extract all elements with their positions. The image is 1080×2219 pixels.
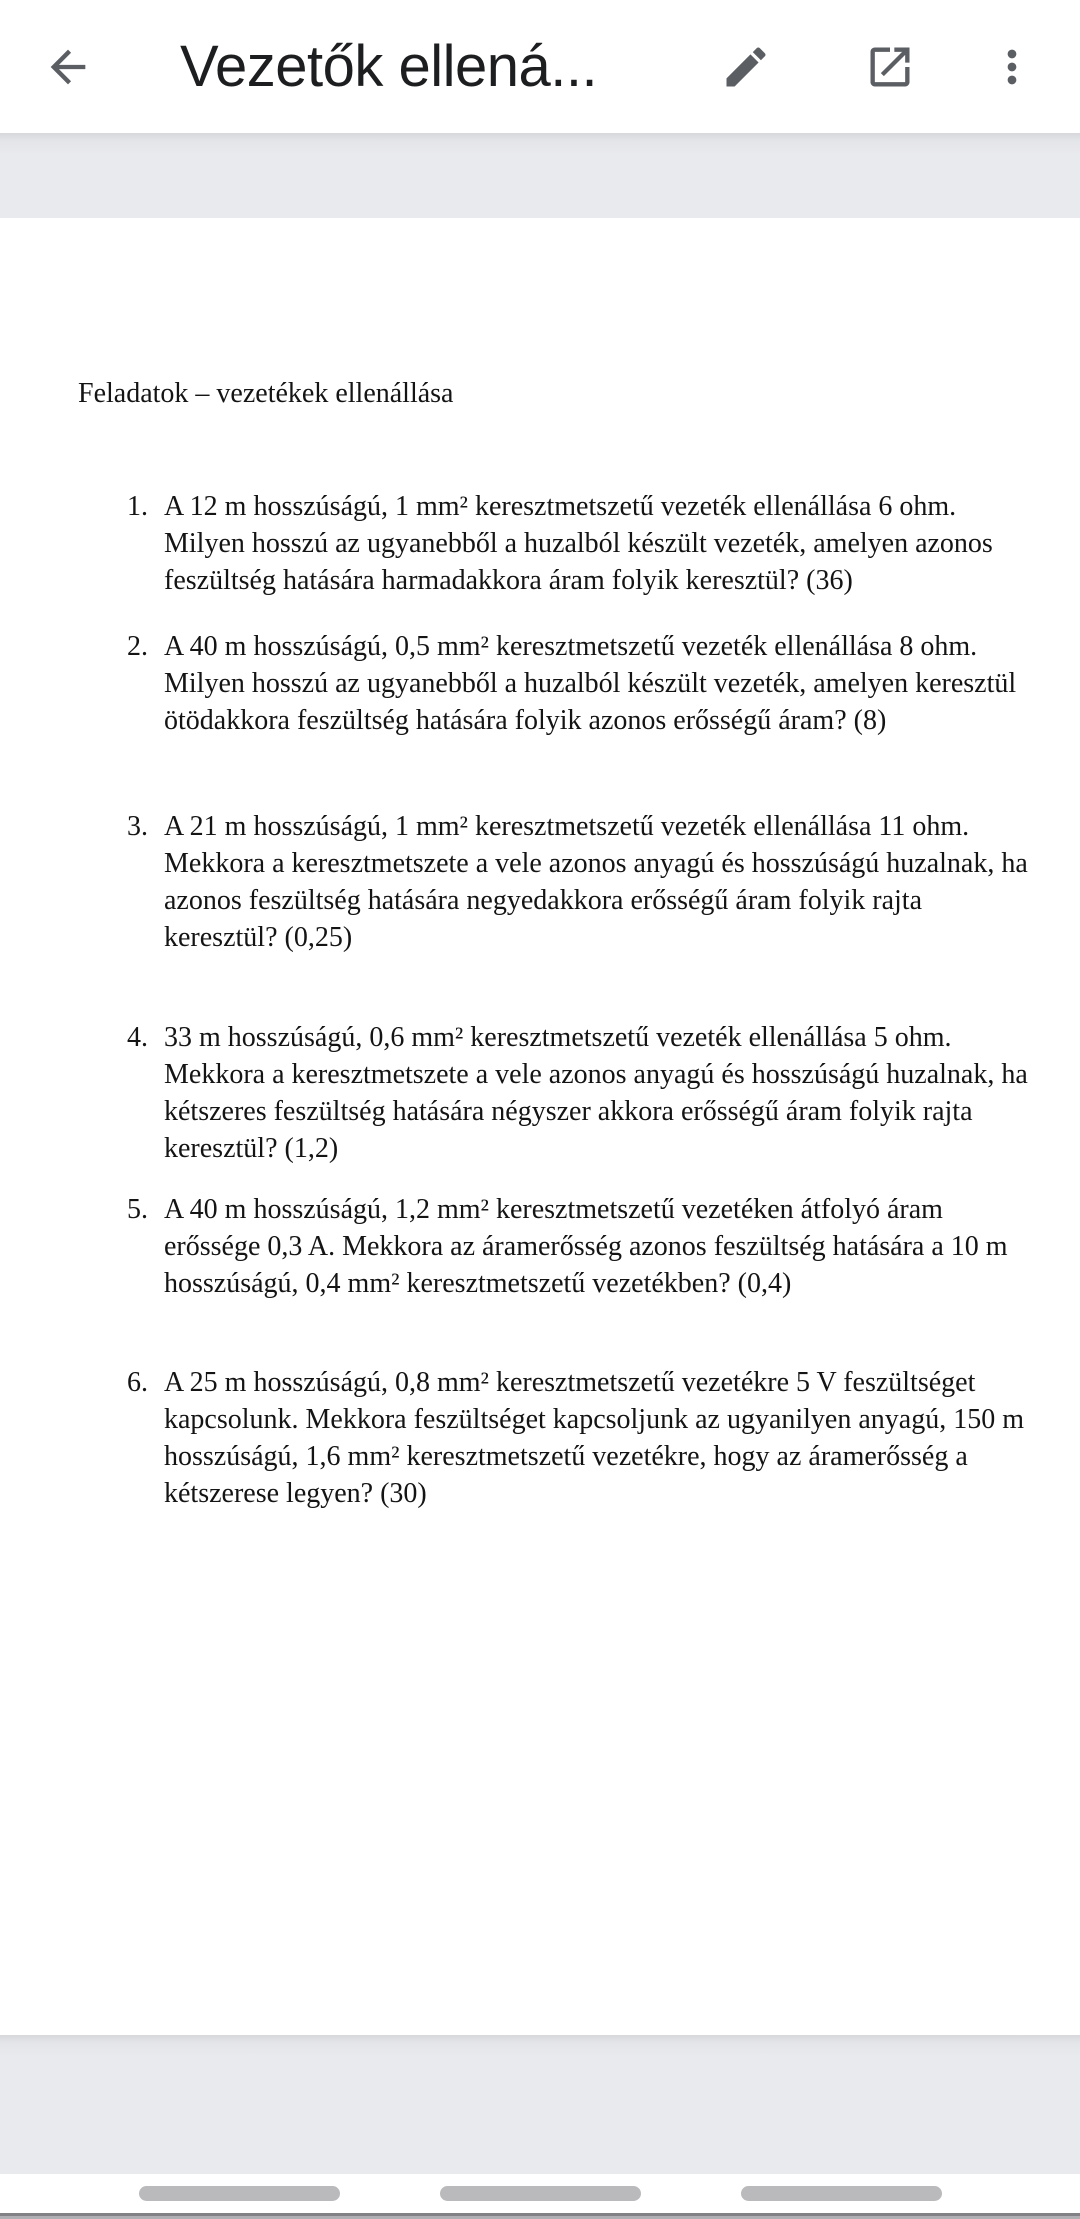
problem-text: A 40 m hosszúságú, 0,5 mm² keresztmetszetű vezeték ellenállása 8 ohm. Milyen hosszú az ugyanebből a huzalból készült vezeték, amelyen keresztül ötödakkora feszültség hatására folyik azonos erősségű áram? (8) [164,631,1017,736]
problem-text: 33 m hosszúságú, 0,6 mm² keresztmetszetű vezeték ellenállása 5 ohm. Mekkora a keresztmetszete a vele azonos anyagú és hosszúságú huzalnak, ha kétszeres feszültség hatására négyszer akkora erősségű áram folyik rajta keresztül? (1,2) [164,1022,1028,1164]
page-title: Vezetők ellená... [180,34,598,99]
problem-item-2 [127,628,1030,739]
screen-edge-divider [0,2213,1080,2219]
back-button[interactable] [40,39,96,95]
open-in-new-icon [864,41,916,93]
app-bar [0,0,1080,133]
problem-text: A 40 m hosszúságú, 1,2 mm² keresztmetszetű vezetéken átfolyó áram erőssége 0,3 A. Mekkora az áramerősség azonos feszültség hatására a 10 m hosszúságú, 0,4 mm² keresztmetszetű vezetékben? (0,4) [164,1194,1008,1299]
navigation-bar [0,2174,1080,2213]
problem-text: A 12 m hosszúságú, 1 mm² keresztmetszetű vezeték ellenállása 6 ohm. Milyen hosszú az ugyanebből a huzalból készült vezeték, amelyen azonos feszültség hatására harmadakkora áram folyik keresztül? (36) [164,491,993,596]
document-heading: Feladatok – vezetékek ellenállása [78,378,454,409]
arrow-left-icon [42,41,94,93]
pencil-icon [720,41,772,93]
problem-number: 4. [127,1022,148,1053]
problem-item-6 [127,1364,1030,1512]
problem-item-4 [127,1019,1030,1167]
problem-number: 3. [127,811,148,842]
nav-hint-pill-right[interactable] [741,2186,942,2201]
problem-number: 6. [127,1367,148,1398]
problem-text: A 25 m hosszúságú, 0,8 mm² keresztmetszetű vezetékre 5 V feszültséget kapcsolunk. Mekkora feszültséget kapcsoljunk az ugyanilyen anyagú, 150 m hosszúságú, 1,6 mm² keresztmetszetű vezetékre, hogy az áramerősség a kétszerese legyen? (30) [164,1367,1024,1509]
open-in-new-button[interactable] [862,39,918,95]
canvas-gap-top [0,133,1080,218]
edit-button[interactable] [718,39,774,95]
problem-number: 5. [127,1194,148,1225]
problem-list [78,488,1030,1512]
more-options-button[interactable] [984,39,1040,95]
canvas-gap-bottom [0,2035,1080,2174]
problem-item-5 [127,1191,1030,1302]
document-page [0,218,1080,2035]
more-vert-icon [986,41,1038,93]
app-bar-actions [718,39,1040,95]
problem-number: 1. [127,491,148,522]
problem-item-3 [127,808,1030,956]
problem-number: 2. [127,631,148,662]
nav-hint-pill-center[interactable] [440,2186,641,2201]
problem-text: A 21 m hosszúságú, 1 mm² keresztmetszetű vezeték ellenállása 11 ohm. Mekkora a keresztmetszete a vele azonos anyagú és hosszúságú huzalnak, ha azonos feszültség hatására negyedakkora erősségű áram folyik rajta keresztül? (0,25) [164,811,1028,953]
nav-hint-pill-left[interactable] [139,2186,340,2201]
problem-item-1 [127,488,1030,599]
